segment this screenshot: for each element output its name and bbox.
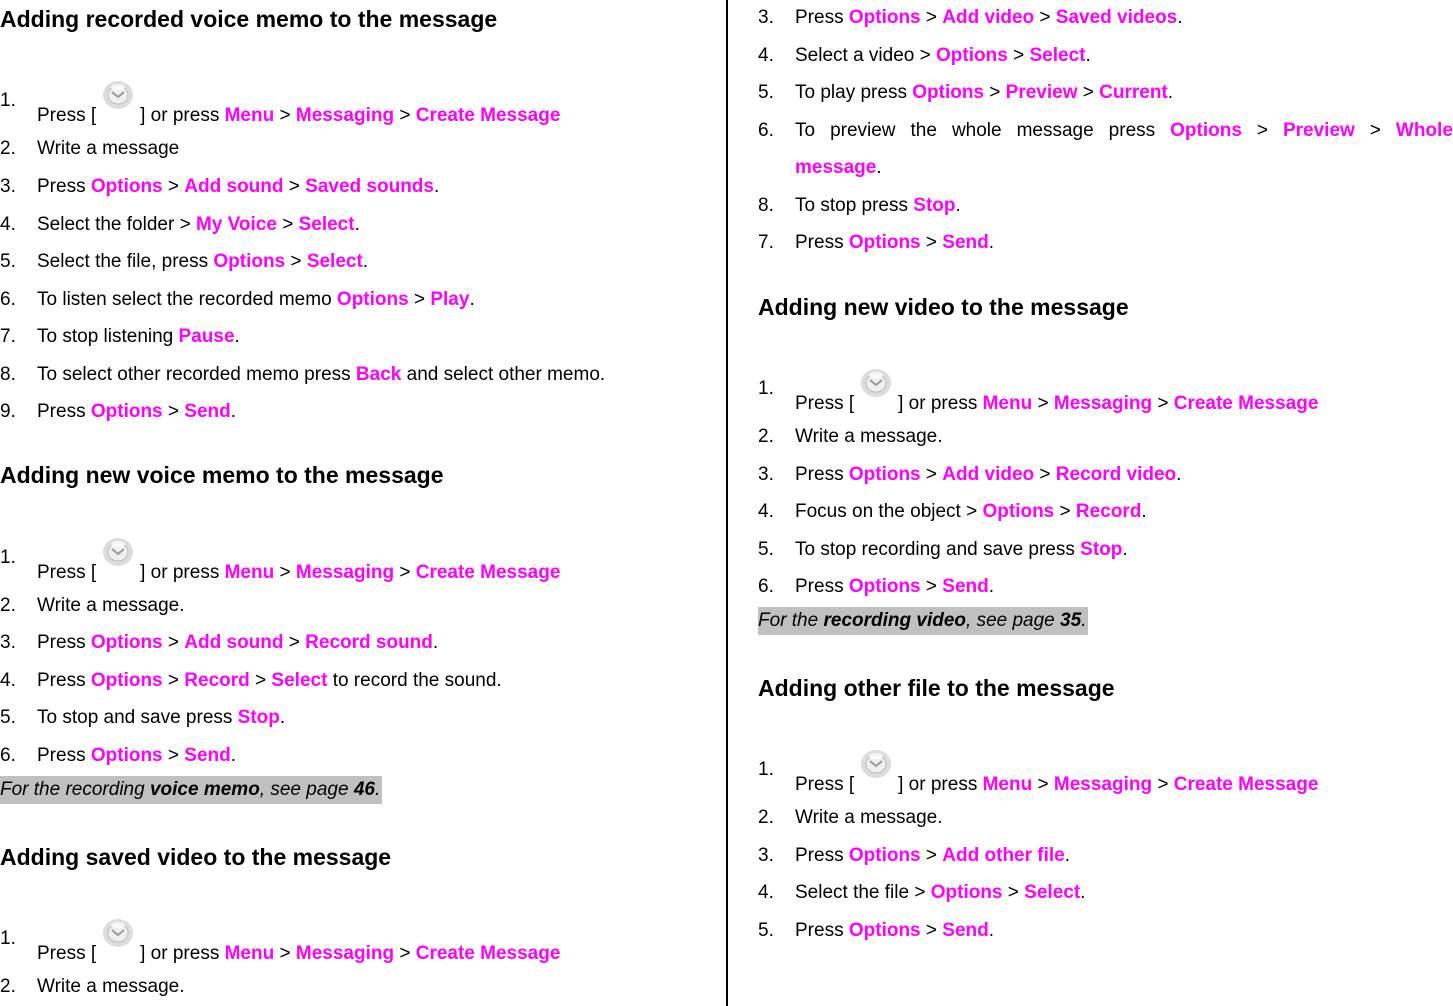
cross-reference-note: For the recording video, see page 35.: [758, 607, 1088, 635]
column-divider: [726, 0, 728, 1006]
section-title: Adding saved video to the message: [0, 844, 392, 870]
cross-reference-note: For the recording voice memo, see page 46.: [0, 776, 382, 804]
section-title: Adding new video to the message: [758, 294, 1129, 320]
messaging-key-icon: [98, 927, 138, 967]
section-title: Adding new voice memo to the message: [0, 462, 444, 488]
messaging-key-icon: [98, 546, 138, 586]
messaging-key-icon: [856, 758, 896, 798]
section-title: Adding recorded voice memo to the message: [0, 6, 498, 32]
messaging-key-icon: [98, 89, 138, 129]
section-title: Adding other file to the message: [758, 675, 1115, 701]
messaging-key-icon: [856, 377, 896, 417]
